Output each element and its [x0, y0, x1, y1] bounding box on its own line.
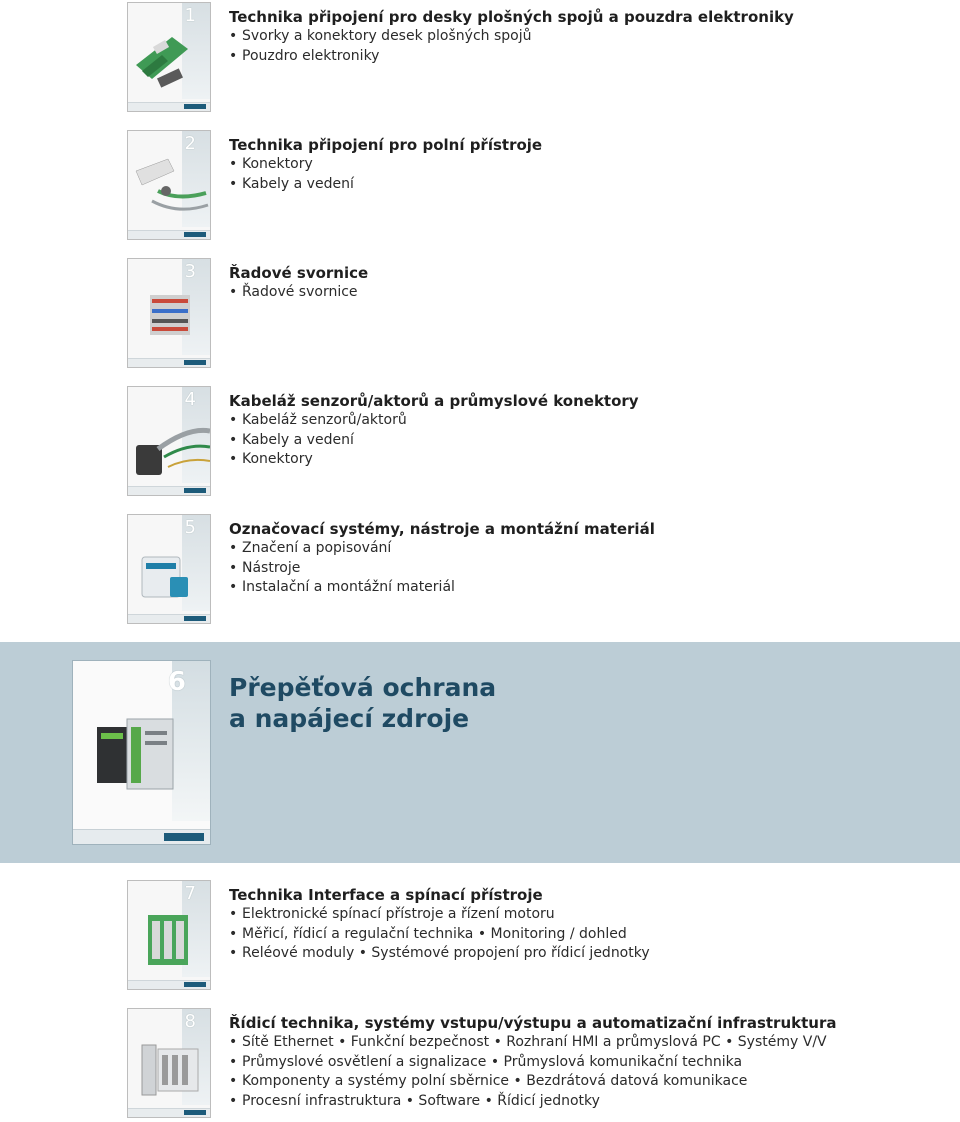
- list-item: • Značení a popisování: [229, 539, 455, 559]
- section-number: 3: [184, 261, 196, 282]
- list-item: • Reléové moduly • Systémové propojení pro řídicí jednotky: [229, 944, 650, 964]
- list-item: • Konektory: [229, 155, 354, 175]
- catalog-cover-3[interactable]: [127, 258, 211, 368]
- list-item: • Kabely a vedení: [229, 175, 354, 195]
- io-system-image: [128, 1009, 211, 1118]
- section-number: 5: [184, 517, 196, 538]
- list-item: • Kabeláž senzorů/aktorů: [229, 411, 407, 431]
- section-title: Technika připojení pro desky plošných spojů a pouzdra elektroniky: [229, 8, 794, 26]
- section-title: Technika Interface a spínací přístroje: [229, 886, 543, 904]
- section-number: 8: [184, 1011, 196, 1032]
- section-number: 6: [167, 667, 186, 697]
- list-item: • Instalační a montážní materiál: [229, 578, 455, 598]
- list-item: • Řadové svornice: [229, 283, 358, 303]
- section-number: 1: [184, 5, 196, 26]
- power-supply-image: [73, 661, 211, 845]
- industrial-connector-image: [128, 387, 211, 496]
- section-title: Technika připojení pro polní přístroje: [229, 136, 543, 154]
- section-title: Řídicí technika, systémy vstupu/výstupu a automatizační infrastruktura: [229, 1014, 837, 1032]
- catalog-cover-1[interactable]: [127, 2, 211, 112]
- list-item: • Procesní infrastruktura • Software • Řídicí jednotky: [229, 1092, 827, 1112]
- list-item: • Nástroje: [229, 559, 455, 579]
- marking-printer-image: [128, 515, 211, 624]
- catalog-cover-7[interactable]: [127, 880, 211, 990]
- section-title-highlight: [229, 672, 496, 734]
- section-title: Kabeláž senzorů/aktorů a průmyslové konektory: [229, 392, 639, 410]
- section-title: Označovací systémy, nástroje a montážní materiál: [229, 520, 655, 538]
- catalog-cover-8[interactable]: [127, 1008, 211, 1118]
- section-title: Řadové svornice: [229, 264, 369, 282]
- interface-module-image: [128, 881, 211, 990]
- title-line-1: Přepěťová ochrana: [229, 673, 497, 702]
- list-item: • Sítě Ethernet • Funkční bezpečnost • Rozhraní HMI a průmyslová PC • Systémy V/V: [229, 1033, 827, 1053]
- list-item: • Kabely a vedení: [229, 431, 407, 451]
- list-item: • Průmyslové osvětlení a signalizace • Průmyslová komunikační technika: [229, 1053, 827, 1073]
- terminal-block-image: [128, 259, 211, 368]
- catalog-cover-5[interactable]: [127, 514, 211, 624]
- list-item: • Měřicí, řídicí a regulační technika • Monitoring / dohled: [229, 925, 650, 945]
- section-number: 7: [184, 883, 196, 904]
- section-number: 4: [184, 389, 196, 410]
- catalog-cover-4[interactable]: [127, 386, 211, 496]
- catalog-cover-2[interactable]: [127, 130, 211, 240]
- field-connector-image: [128, 131, 211, 240]
- title-line-2: a napájecí zdroje: [229, 704, 470, 733]
- list-item: • Svorky a konektory desek plošných spojů: [229, 27, 531, 47]
- list-item: • Elektronické spínací přístroje a řízení motoru: [229, 905, 650, 925]
- pcb-terminal-image: [128, 3, 211, 112]
- section-number: 2: [184, 133, 196, 154]
- catalog-cover-6[interactable]: [72, 660, 211, 845]
- list-item: • Konektory: [229, 450, 407, 470]
- list-item: • Pouzdro elektroniky: [229, 47, 531, 67]
- list-item: • Komponenty a systémy polní sběrnice • Bezdrátová datová komunikace: [229, 1072, 827, 1092]
